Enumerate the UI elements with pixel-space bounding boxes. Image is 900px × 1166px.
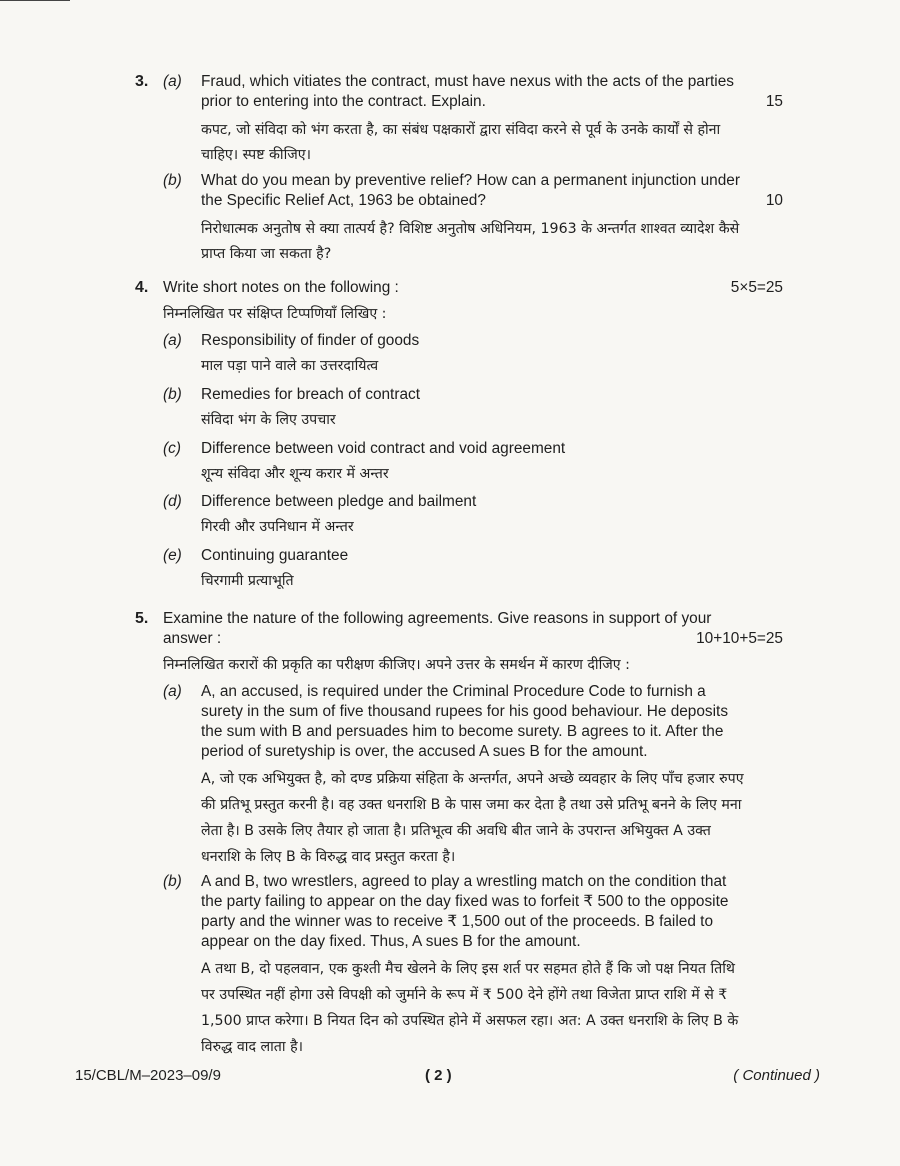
q5a-hindi: A, जो एक अभियुक्त है, को दण्ड प्रक्रिया संहिता के अन्तर्गत, अपने अच्छे व्यवहार के लिए पाँच हजार रुपए की प्रतिभू प्रस्तुत करनी है। वह उक्त धनराशि B के पास जमा कर देता है तथा उसे प्रतिभू बनने के लिए मना लेता है। B उसके लिए तैयार हो जाता है। प्रतिभूत्व की अवधि बीत जाने के उपरान्त अभियुक्त A उक्त धनराशि के लिए B के विरुद्ध वाद प्रस्तुत करता है। xyxy=(201,771,744,865)
q4-marks: 5×5=25 xyxy=(730,279,783,296)
question-4-number: 4. xyxy=(135,279,149,296)
q4-item-a-english: Responsibility of finder of goods xyxy=(201,332,420,349)
q5-english-line1: Examine the nature of the following agreements. Give reasons in support of your xyxy=(163,610,712,627)
page-number: ( 2 ) xyxy=(425,1067,452,1084)
q5a-english: A, an accused, is required under the Criminal Procedure Code to furnish a surety in the sum of five thousand rupees for his good behaviour. He deposits the sum with B and persuades him to become surety. B agrees to it. After the period of suretyship is over, the accused A sues B for the amount. xyxy=(201,683,729,760)
q4-item-e-label: (e) xyxy=(163,547,182,564)
q4-hindi: निम्नलिखित पर संक्षिप्त टिप्पणियाँ लिखिए : xyxy=(163,306,387,322)
q3b-marks: 10 xyxy=(765,192,783,209)
q4-item-a-label: (a) xyxy=(163,332,182,349)
q3a-label: (a) xyxy=(163,73,182,90)
scan-edge-line xyxy=(0,0,70,1)
q3b-english: What do you mean by preventive relief? How can a permanent injunction under the Specific Relief Act, 1963 be obtained? xyxy=(201,172,740,209)
q3a-english: Fraud, which vitiates the contract, must have nexus with the acts of the parties prior to entering into the contract. Explain. xyxy=(201,73,734,110)
q4-item-c-hindi: शून्य संविदा और शून्य करार में अन्तर xyxy=(201,466,389,482)
question-3-number: 3. xyxy=(135,73,149,90)
q4-item-d-label: (d) xyxy=(163,493,182,510)
q5-hindi: निम्नलिखित करारों की प्रकृति का परीक्षण कीजिए। अपने उत्तर के समर्थन में कारण दीजिए : xyxy=(163,657,630,673)
q4-item-b-hindi: संविदा भंग के लिए उपचार xyxy=(201,412,336,428)
q3b-label: (b) xyxy=(163,172,182,189)
q3b-hindi: निरोधात्मक अनुतोष से क्या तात्पर्य है? विशिष्ट अनुतोष अधिनियम, 1963 के अन्तर्गत शाश्वत व्यादेश कैसे प्राप्त किया जा सकता है? xyxy=(201,221,740,262)
q5-english-line2: answer : xyxy=(163,630,222,647)
q5b-english: A and B, two wrestlers, agreed to play a wrestling match on the condition that the party failing to appear on the day fixed was to forfeit ₹ 500 to the opposite party and the winner was to receive ₹ 1,500 out of the proceeds. B failed to appear on the day fixed. Thus, A sues B for the amount. xyxy=(201,873,729,950)
q3a-hindi: कपट, जो संविदा को भंग करता है, का संबंध पक्षकारों द्वारा संविदा करने से पूर्व के उनके कार्यों से होना चाहिए। स्पष्ट कीजिए। xyxy=(201,122,721,163)
q4-item-e-hindi: चिरगामी प्रत्याभूति xyxy=(201,573,294,589)
q5-marks: 10+10+5=25 xyxy=(696,630,783,647)
q4-english: Write short notes on the following : xyxy=(163,279,399,296)
q4-item-a-hindi: माल पड़ा पाने वाले का उत्तरदायित्व xyxy=(201,358,379,374)
q4-item-b-english: Remedies for breach of contract xyxy=(201,386,420,403)
continued-note: ( Continued ) xyxy=(733,1067,820,1084)
q4-item-d-hindi: गिरवी और उपनिधान में अन्तर xyxy=(201,519,354,535)
q5b-hindi: A तथा B, दो पहलवान, एक कुश्ती मैच खेलने के लिए इस शर्त पर सहमत होते हैं कि जो पक्ष नियत तिथि पर उपस्थित नहीं होगा उसे विपक्षी को जुर्माने के रूप में ₹ 500 देने होंगे तथा विजेता प्राप्त राशि में से ₹ 1,500 प्राप्त करेगा। B नियत दिन को उपस्थित होने में असफल रहा। अत: A उक्त धनराशि के लिए B के विरुद्ध वाद लाता है। xyxy=(201,961,739,1055)
q4-item-e-english: Continuing guarantee xyxy=(201,547,349,564)
q4-item-b-label: (b) xyxy=(163,386,182,403)
q4-item-d-english: Difference between pledge and bailment xyxy=(201,493,477,510)
question-5-number: 5. xyxy=(135,610,149,627)
q5a-label: (a) xyxy=(163,683,182,700)
q3a-marks: 15 xyxy=(765,93,783,110)
q5b-label: (b) xyxy=(163,873,182,890)
q4-item-c-english: Difference between void contract and void agreement xyxy=(201,440,566,457)
q4-item-c-label: (c) xyxy=(163,440,181,457)
paper-code: 15/CBL/M–2023–09/9 xyxy=(75,1067,221,1084)
